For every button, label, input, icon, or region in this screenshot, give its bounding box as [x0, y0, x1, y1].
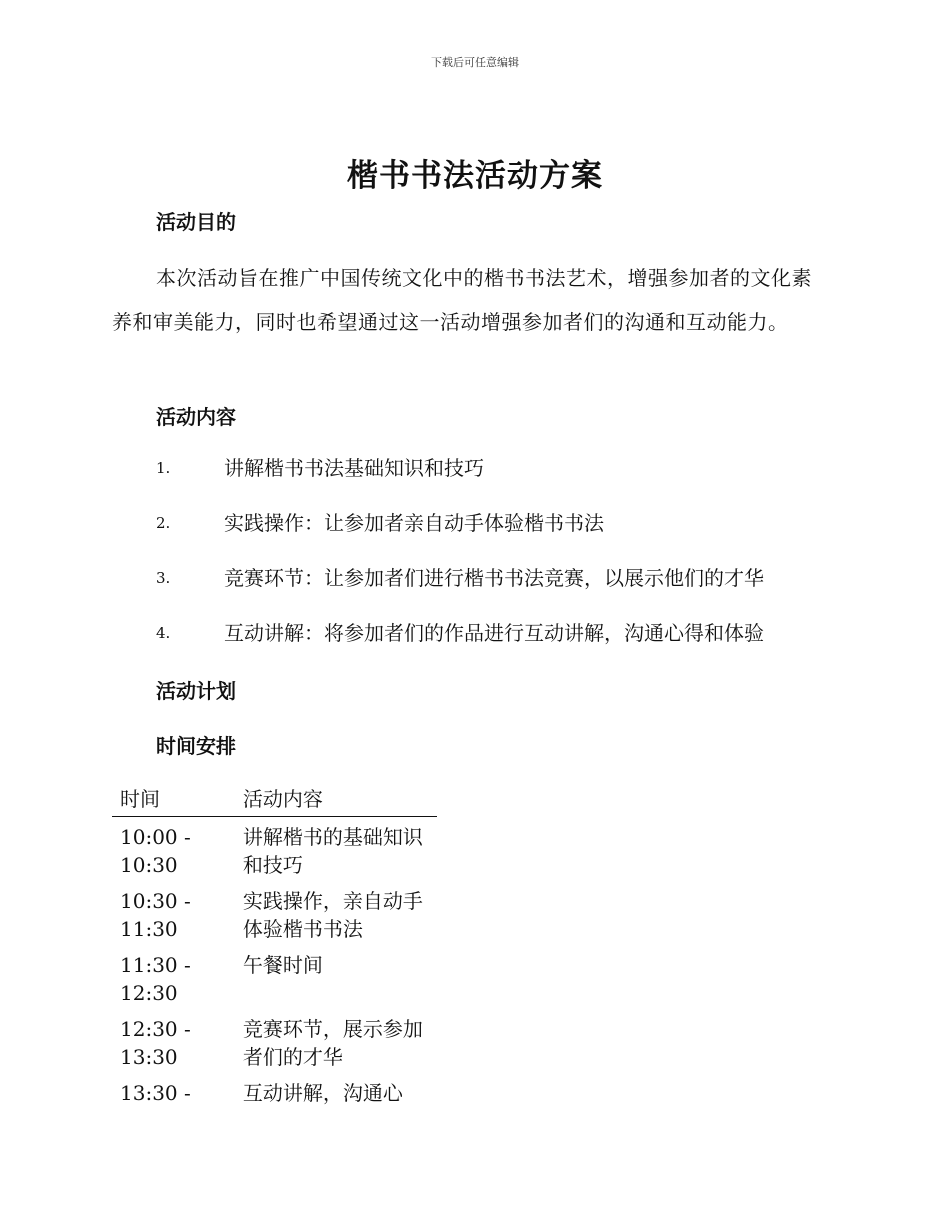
purpose-paragraph: 本次活动旨在推广中国传统文化中的楷书书法艺术，增强参加者的文化素养和审美能力，同时也希望通过这一活动增强参加者们的沟通和互动能力。: [112, 266, 812, 334]
content-cell: 实践操作，亲自动手体验楷书书法: [242, 889, 423, 941]
content-cell: 互动讲解，沟通心: [242, 1081, 403, 1105]
time-start: 12:30 -: [120, 1017, 191, 1041]
time-start: 10:30 -: [120, 889, 191, 913]
time-cell: [112, 817, 235, 882]
list-number: 2.: [156, 514, 171, 532]
time-end: 12:30: [120, 981, 178, 1005]
column-header-content: 活动内容: [235, 784, 437, 817]
time-start: 11:30 -: [120, 953, 191, 977]
time-cell: [112, 881, 235, 945]
schedule-table: [112, 784, 437, 1109]
table-row: [112, 817, 437, 882]
list-item: [156, 508, 836, 538]
column-header-time: 时间: [112, 784, 235, 817]
content-cell: 午餐时间: [242, 953, 323, 977]
list-item: [156, 563, 836, 593]
time-start: 10:00 -: [120, 825, 191, 849]
section-heading-purpose: 活动目的: [156, 210, 236, 234]
table-row: [112, 1009, 437, 1073]
list-text: 竞赛环节：让参加者们进行楷书书法竞赛，以展示他们的才华: [224, 566, 764, 590]
content-cell: 讲解楷书的基础知识和技巧: [242, 825, 423, 877]
document-title: 楷书书法活动方案: [347, 158, 603, 194]
table-row: [112, 881, 437, 945]
section-heading-content: 活动内容: [156, 405, 236, 429]
content-cell: 竞赛环节，展示参加者们的才华: [242, 1017, 423, 1069]
table-header-row: [112, 784, 437, 817]
table-row: [112, 945, 437, 1009]
time-cell: [112, 945, 235, 1009]
list-number: 1.: [156, 459, 171, 477]
time-start: 13:30 -: [120, 1081, 191, 1105]
list-item: [156, 453, 836, 483]
list-number: 4.: [156, 624, 171, 642]
list-number: 3.: [156, 569, 171, 587]
time-end: 10:30: [120, 853, 178, 877]
list-text: 实践操作：让参加者亲自动手体验楷书书法: [224, 511, 604, 535]
list-text: 讲解楷书书法基础知识和技巧: [224, 456, 484, 480]
table-row: [112, 1073, 437, 1109]
section-heading-plan: 活动计划: [156, 679, 236, 703]
time-cell: [112, 1073, 235, 1109]
time-end: 13:30: [120, 1045, 178, 1069]
section-heading-schedule: 时间安排: [156, 734, 236, 758]
list-item: [156, 618, 836, 648]
time-end: 11:30: [120, 917, 178, 941]
time-cell: [112, 1009, 235, 1073]
list-text: 互动讲解：将参加者们的作品进行互动讲解，沟通心得和体验: [224, 621, 764, 645]
header-note: 下载后可任意编辑: [431, 56, 519, 69]
